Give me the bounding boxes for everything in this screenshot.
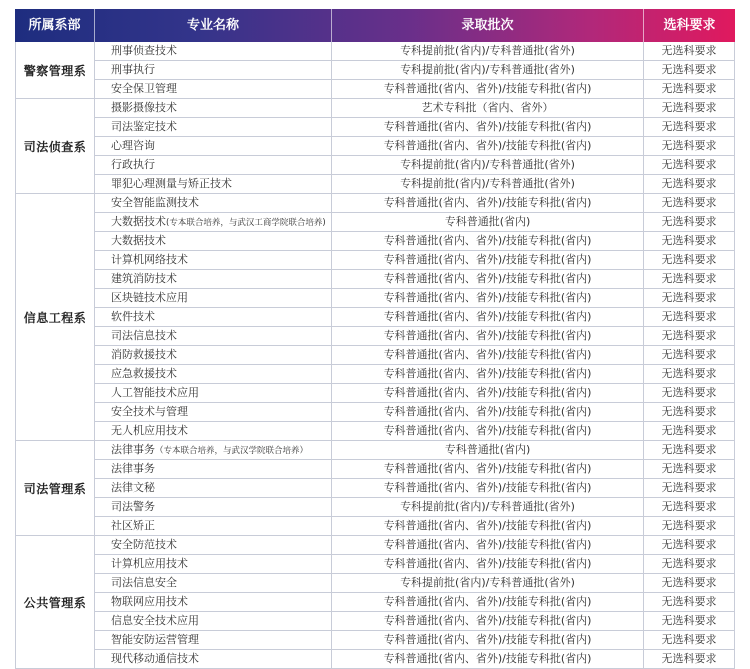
subject-requirement-cell: 无选科要求: [644, 42, 735, 60]
major-name: 计算机应用技术: [111, 557, 188, 570]
batch-cell: 专科普通批(省内): [332, 441, 644, 459]
table-row: [95, 649, 735, 668]
department-cell: 司法侦查系: [16, 99, 95, 193]
major-cell: [95, 327, 332, 345]
subject-requirement-cell: 无选科要求: [644, 422, 735, 440]
admission-table: [15, 9, 735, 669]
batch-cell: 专科普通批(省内、省外)/技能专科批(省内): [332, 460, 644, 478]
batch-cell: 专科普通批(省内、省外)/技能专科批(省内): [332, 479, 644, 497]
subject-requirement-cell: 无选科要求: [644, 441, 735, 459]
major-name: 行政执行: [111, 158, 155, 171]
major-name: 安全防范技术: [111, 538, 177, 551]
table-row: [95, 421, 735, 440]
subject-requirement-cell: 无选科要求: [644, 631, 735, 649]
major-cell: [95, 612, 332, 630]
batch-cell: 专科普通批(省内、省外)/技能专科批(省内): [332, 80, 644, 98]
major-cell: [95, 156, 332, 174]
department-group: [16, 441, 735, 536]
batch-cell: 专科提前批(省内)/专科普通批(省外): [332, 498, 644, 516]
subject-requirement-cell: 无选科要求: [644, 574, 735, 592]
major-cell: [95, 441, 332, 459]
major-name: 罪犯心理测量与矫正技术: [111, 177, 232, 190]
table-row: [95, 459, 735, 478]
major-name: 应急救援技术: [111, 367, 177, 380]
major-cell: [95, 631, 332, 649]
subject-requirement-cell: 无选科要求: [644, 289, 735, 307]
header-batch: 录取批次: [332, 9, 644, 42]
batch-cell: 专科普通批(省内、省外)/技能专科批(省内): [332, 118, 644, 136]
subject-requirement-cell: 无选科要求: [644, 346, 735, 364]
batch-cell: 专科提前批(省内)/专科普通批(省外): [332, 61, 644, 79]
major-cell: [95, 555, 332, 573]
department-group: [16, 194, 735, 441]
major-cell: [95, 308, 332, 326]
subject-requirement-cell: 无选科要求: [644, 232, 735, 250]
subject-requirement-cell: 无选科要求: [644, 650, 735, 668]
subject-requirement-cell: 无选科要求: [644, 365, 735, 383]
major-name: 消防救援技术: [111, 348, 177, 361]
subject-requirement-cell: 无选科要求: [644, 175, 735, 193]
major-name: 法律事务: [111, 443, 155, 456]
table-row: [95, 592, 735, 611]
major-name: 计算机网络技术: [111, 253, 188, 266]
subject-requirement-cell: 无选科要求: [644, 498, 735, 516]
table-row: [95, 155, 735, 174]
table-row: [95, 630, 735, 649]
major-name: 大数据技术: [111, 234, 166, 247]
major-name: 软件技术: [111, 310, 155, 323]
table-row: [95, 269, 735, 288]
subject-requirement-cell: 无选科要求: [644, 460, 735, 478]
batch-cell: 专科提前批(省内)/专科普通批(省外): [332, 574, 644, 592]
table-row: [95, 497, 735, 516]
major-rows: [95, 441, 735, 535]
header-department: 所属系部: [15, 9, 95, 42]
table-row: [95, 441, 735, 459]
major-name: 大数据技术: [111, 215, 166, 228]
batch-cell: 专科提前批(省内)/专科普通批(省外): [332, 156, 644, 174]
batch-cell: 专科普通批(省内、省外)/技能专科批(省内): [332, 137, 644, 155]
table-row: [95, 307, 735, 326]
table-row: [95, 60, 735, 79]
major-cell: [95, 194, 332, 212]
batch-cell: 专科普通批(省内、省外)/技能专科批(省内): [332, 612, 644, 630]
batch-cell: 专科普通批(省内、省外)/技能专科批(省内): [332, 346, 644, 364]
major-cell: [95, 80, 332, 98]
major-name: 智能安防运营管理: [111, 633, 199, 646]
subject-requirement-cell: 无选科要求: [644, 270, 735, 288]
subject-requirement-cell: 无选科要求: [644, 536, 735, 554]
table-row: [95, 364, 735, 383]
major-cell: [95, 213, 332, 231]
major-name: 建筑消防技术: [111, 272, 177, 285]
table-row: [95, 383, 735, 402]
major-name: 现代移动通信技术: [111, 652, 199, 665]
subject-requirement-cell: 无选科要求: [644, 251, 735, 269]
table-row: [95, 250, 735, 269]
major-name: 无人机应用技术: [111, 424, 188, 437]
department-cell: 公共管理系: [16, 536, 95, 668]
batch-cell: 专科普通批(省内、省外)/技能专科批(省内): [332, 194, 644, 212]
batch-cell: 专科普通批(省内、省外)/技能专科批(省内): [332, 403, 644, 421]
major-cell: [95, 650, 332, 668]
major-note: (专本联合培养，与武汉工商学院联合培养): [166, 218, 326, 228]
table-row: [95, 345, 735, 364]
table-row: [95, 231, 735, 250]
major-cell: [95, 289, 332, 307]
subject-requirement-cell: 无选科要求: [644, 403, 735, 421]
major-cell: [95, 517, 332, 535]
table-row: [95, 194, 735, 212]
batch-cell: 专科普通批(省内、省外)/技能专科批(省内): [332, 517, 644, 535]
department-cell: 信息工程系: [16, 194, 95, 440]
batch-cell: 专科普通批(省内、省外)/技能专科批(省内): [332, 327, 644, 345]
subject-requirement-cell: 无选科要求: [644, 555, 735, 573]
batch-cell: 专科普通批(省内、省外)/技能专科批(省内): [332, 289, 644, 307]
subject-requirement-cell: 无选科要求: [644, 308, 735, 326]
subject-requirement-cell: 无选科要求: [644, 612, 735, 630]
major-rows: [95, 194, 735, 440]
major-cell: [95, 365, 332, 383]
table-row: [95, 478, 735, 497]
table-row: [95, 79, 735, 98]
major-cell: [95, 574, 332, 592]
major-name: 社区矫正: [111, 519, 155, 532]
batch-cell: 专科提前批(省内)/专科普通批(省外): [332, 175, 644, 193]
major-note: （专本联合培养，与武汉学院联合培养）: [155, 446, 309, 456]
table-row: [95, 42, 735, 60]
department-cell: 警察管理系: [16, 42, 95, 98]
department-cell: 司法管理系: [16, 441, 95, 535]
department-group: [16, 99, 735, 194]
batch-cell: 专科普通批(省内、省外)/技能专科批(省内): [332, 536, 644, 554]
major-name: 法律文秘: [111, 481, 155, 494]
subject-requirement-cell: 无选科要求: [644, 213, 735, 231]
batch-cell: 专科普通批(省内、省外)/技能专科批(省内): [332, 308, 644, 326]
batch-cell: 专科普通批(省内、省外)/技能专科批(省内): [332, 650, 644, 668]
major-name: 刑事执行: [111, 63, 155, 76]
table-row: [95, 554, 735, 573]
major-cell: [95, 232, 332, 250]
major-cell: [95, 137, 332, 155]
batch-cell: 专科普通批(省内、省外)/技能专科批(省内): [332, 270, 644, 288]
major-name: 安全智能监测技术: [111, 196, 199, 209]
batch-cell: 专科普通批(省内、省外)/技能专科批(省内): [332, 232, 644, 250]
subject-requirement-cell: 无选科要求: [644, 194, 735, 212]
batch-cell: 专科普通批(省内、省外)/技能专科批(省内): [332, 251, 644, 269]
department-group: [16, 536, 735, 669]
subject-requirement-cell: 无选科要求: [644, 118, 735, 136]
batch-cell: 专科普通批(省内、省外)/技能专科批(省内): [332, 631, 644, 649]
header-major: 专业名称: [95, 9, 332, 42]
table-row: [95, 136, 735, 155]
major-cell: [95, 422, 332, 440]
batch-cell: 专科普通批(省内、省外)/技能专科批(省内): [332, 555, 644, 573]
table-header: [15, 9, 735, 42]
major-cell: [95, 536, 332, 554]
major-cell: [95, 99, 332, 117]
batch-cell: 专科普通批(省内): [332, 213, 644, 231]
major-name: 安全技术与管理: [111, 405, 188, 418]
major-rows: [95, 536, 735, 668]
table-row: [95, 611, 735, 630]
table-row: [95, 402, 735, 421]
table-row: [95, 536, 735, 554]
batch-cell: 专科普通批(省内、省外)/技能专科批(省内): [332, 365, 644, 383]
major-rows: [95, 99, 735, 193]
major-name: 信息安全技术应用: [111, 614, 199, 627]
subject-requirement-cell: 无选科要求: [644, 327, 735, 345]
major-cell: [95, 346, 332, 364]
batch-cell: 艺术专科批（省内、省外）: [332, 99, 644, 117]
major-name: 司法信息安全: [111, 576, 177, 589]
major-cell: [95, 175, 332, 193]
batch-cell: 专科普通批(省内、省外)/技能专科批(省内): [332, 422, 644, 440]
major-name: 区块链技术应用: [111, 291, 188, 304]
table-row: [95, 326, 735, 345]
table-row: [95, 117, 735, 136]
subject-requirement-cell: 无选科要求: [644, 479, 735, 497]
major-name: 人工智能技术应用: [111, 386, 199, 399]
batch-cell: 专科提前批(省内)/专科普通批(省外): [332, 42, 644, 60]
major-cell: [95, 403, 332, 421]
major-cell: [95, 460, 332, 478]
major-name: 物联网应用技术: [111, 595, 188, 608]
table-row: [95, 174, 735, 193]
major-cell: [95, 118, 332, 136]
major-name: 司法信息技术: [111, 329, 177, 342]
subject-requirement-cell: 无选科要求: [644, 137, 735, 155]
major-name: 摄影摄像技术: [111, 101, 177, 114]
major-cell: [95, 498, 332, 516]
table-row: [95, 573, 735, 592]
major-cell: [95, 251, 332, 269]
major-cell: [95, 61, 332, 79]
major-name: 司法鉴定技术: [111, 120, 177, 133]
table-row: [95, 288, 735, 307]
batch-cell: 专科普通批(省内、省外)/技能专科批(省内): [332, 593, 644, 611]
major-name: 司法警务: [111, 500, 155, 513]
subject-requirement-cell: 无选科要求: [644, 99, 735, 117]
department-group: [16, 42, 735, 99]
table-row: [95, 212, 735, 231]
major-cell: [95, 593, 332, 611]
subject-requirement-cell: 无选科要求: [644, 517, 735, 535]
major-name: 刑事侦查技术: [111, 44, 177, 57]
subject-requirement-cell: 无选科要求: [644, 61, 735, 79]
major-cell: [95, 479, 332, 497]
major-name: 心理咨询: [111, 139, 155, 152]
table-row: [95, 99, 735, 117]
major-cell: [95, 42, 332, 60]
major-name: 法律事务: [111, 462, 155, 475]
major-cell: [95, 270, 332, 288]
major-cell: [95, 384, 332, 402]
subject-requirement-cell: 无选科要求: [644, 593, 735, 611]
subject-requirement-cell: 无选科要求: [644, 80, 735, 98]
table-body: [15, 42, 735, 669]
major-name: 安全保卫管理: [111, 82, 177, 95]
table-row: [95, 516, 735, 535]
major-rows: [95, 42, 735, 98]
header-subject-requirement: 选科要求: [663, 18, 716, 33]
subject-requirement-cell: 无选科要求: [644, 384, 735, 402]
batch-cell: 专科普通批(省内、省外)/技能专科批(省内): [332, 384, 644, 402]
subject-requirement-cell: 无选科要求: [644, 156, 735, 174]
